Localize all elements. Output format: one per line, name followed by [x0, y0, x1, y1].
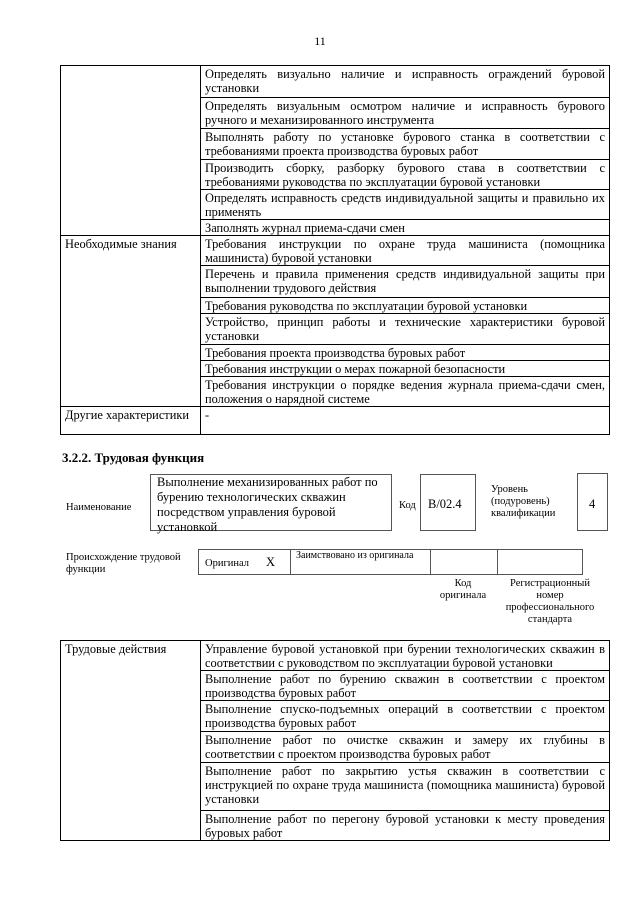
code-label: Код [399, 500, 416, 511]
row-header: Необходимые знания [61, 236, 201, 407]
row-content: Производить сборку, разборку бурового става в соответствии с требованиями руководства по эксплуатации буровой установки [201, 160, 610, 190]
row-content: Требования инструкции о мерах пожарной безопасности [201, 361, 610, 377]
row-content: Определять исправность средств индивидуальной защиты и правильно их применять [201, 190, 610, 220]
reg-number-caption: Регистрационный номер профессионального стандарта [505, 578, 595, 625]
row-content: Требования руководства по эксплуатации буровой установки [201, 298, 610, 314]
orig-code-caption: Код оригинала [439, 578, 487, 601]
row-content: Требования инструкции по охране труда машиниста (помощника машиниста) буровой установки [201, 236, 610, 266]
table-row [61, 66, 610, 98]
table-row [61, 236, 610, 266]
row-content: Управление буровой установкой при бурении технологических скважин в соответствии с руководством по эксплуатации буровой установки [201, 641, 610, 671]
original-mark: X [266, 555, 276, 569]
row-header: Трудовые действия [61, 641, 201, 841]
row-content: Заполнять журнал приема-сдачи смен [201, 220, 610, 236]
row-content: Выполнение работ по бурению скважин в соответствии с проектом производства буровых работ [201, 671, 610, 701]
row-content: Определять визуально наличие и исправность ограждений буровой установки [201, 66, 610, 98]
row-header [61, 66, 201, 236]
row-header: Другие характеристики [61, 407, 201, 435]
row-content: Выполнение работ по закрытию устья скважин в соответствии с инструкцией по охране труда машиниста (помощника машиниста) буровой установки [201, 763, 610, 811]
name-value: Выполнение механизированных работ по бурению технологических скважин посредством управления буровой установкой [157, 475, 378, 534]
name-label: Наименование [66, 502, 132, 513]
row-content: Определять визуальным осмотром наличие и исправность бурового ручного и механизированного инструмента [201, 98, 610, 129]
section-title: 3.2.2. Трудовая функция [62, 450, 205, 465]
row-content: Устройство, принцип работы и технические характеристики буровой установки [201, 314, 610, 345]
row-content: Выполнение спуско-подъемных операций в соответствии с проектом производства буровых работ [201, 701, 610, 732]
page-number: 11 [314, 34, 326, 48]
table-row [61, 407, 610, 435]
code-value: B/02.4 [428, 497, 462, 511]
row-content: Перечень и правила применения средств индивидуальной защиты при выполнении трудового действия [201, 266, 610, 298]
borrowed-label: Заимствовано из оригинала [296, 550, 414, 561]
level-value: 4 [589, 497, 596, 511]
divider [430, 549, 431, 575]
divider [290, 549, 291, 575]
row-content: Требования инструкции о порядке ведения журнала приема-сдачи смен, положения о нарядной системе [201, 377, 610, 407]
divider [497, 549, 498, 575]
row-content: - [201, 407, 610, 435]
row-content: Требования проекта производства буровых работ [201, 345, 610, 361]
original-label: Оригинал [205, 558, 249, 569]
labor-actions-table [60, 640, 610, 841]
skills-knowledge-table [60, 65, 610, 435]
origin-label: Происхождение трудовой функции [66, 552, 181, 575]
row-content: Выполнение работ по очистке скважин и замеру их глубины в соответствии с проектом производства буровых работ [201, 732, 610, 763]
level-label: Уровень (подуровень) квалификации [491, 484, 556, 519]
table-row [61, 641, 610, 671]
row-content: Выполнение работ по перегону буровой установки к месту проведения буровых работ [201, 811, 610, 841]
row-content: Выполнять работу по установке бурового станка в соответствии с требованиями проекта производства буровых работ [201, 129, 610, 160]
